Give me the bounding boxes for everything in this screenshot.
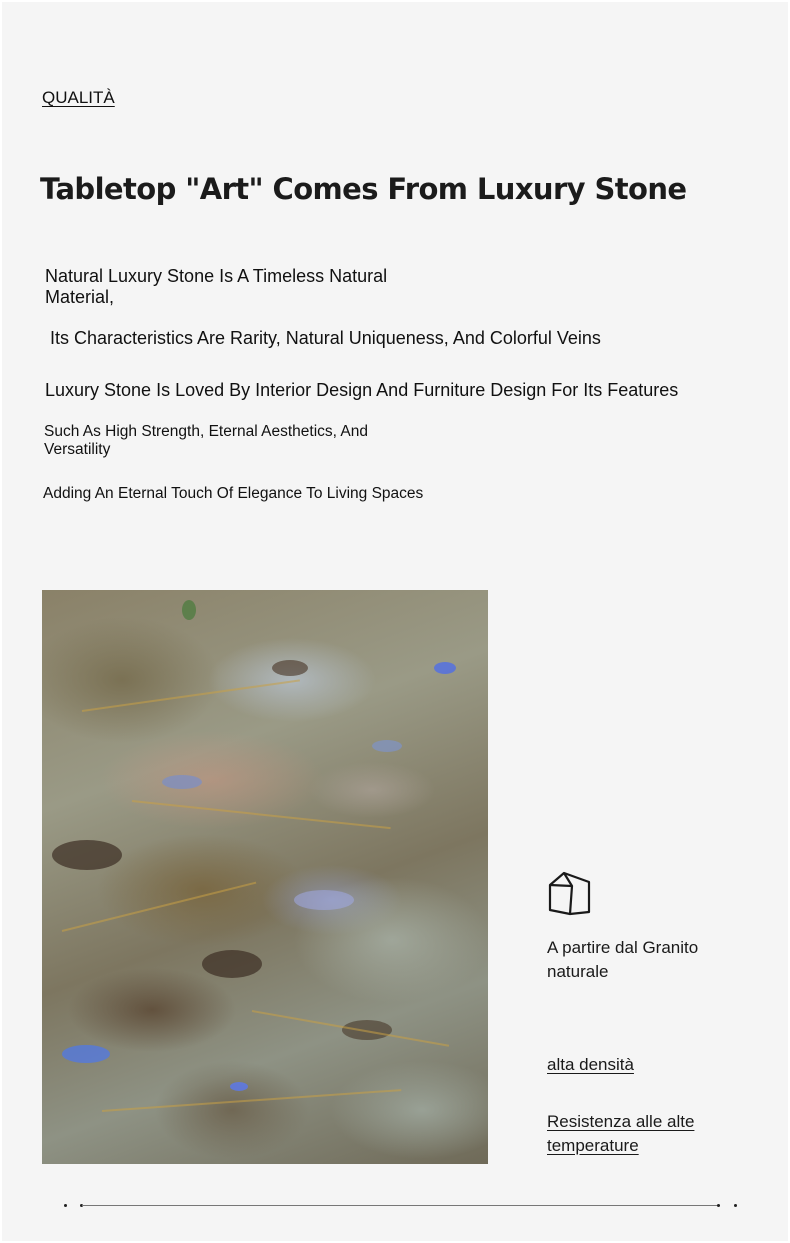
- feature-link-density[interactable]: alta densità: [547, 1055, 634, 1074]
- intro-paragraph-4: Such As High Strength, Eternal Aesthetics, And Versatility: [44, 423, 368, 458]
- divider-dot: [734, 1204, 737, 1207]
- stone-texture-image: [42, 590, 488, 1164]
- house-outline-icon: [547, 870, 593, 916]
- divider-dot: [64, 1204, 67, 1207]
- section-label-quality[interactable]: QUALITÀ: [42, 88, 115, 107]
- intro-paragraph-5: Adding An Eternal Touch Of Elegance To Living Spaces: [43, 485, 424, 502]
- divider-dot: [717, 1204, 720, 1207]
- intro-paragraph-1: Natural Luxury Stone Is A Timeless Natural Material,: [45, 266, 388, 307]
- feature-link-heat-resistance[interactable]: Resistenza alle alte temperature: [547, 1112, 695, 1155]
- intro-paragraph-2: Its Characteristics Are Rarity, Natural Uniqueness, And Colorful Veins: [50, 328, 601, 348]
- intro-paragraph-3: Luxury Stone Is Loved By Interior Design And Furniture Design For Its Features: [45, 380, 679, 400]
- divider-line: [82, 1205, 720, 1206]
- page-title: Tabletop "Art" Comes From Luxury Stone: [40, 172, 687, 206]
- feature-description: A partire dal Granito naturale: [547, 938, 699, 981]
